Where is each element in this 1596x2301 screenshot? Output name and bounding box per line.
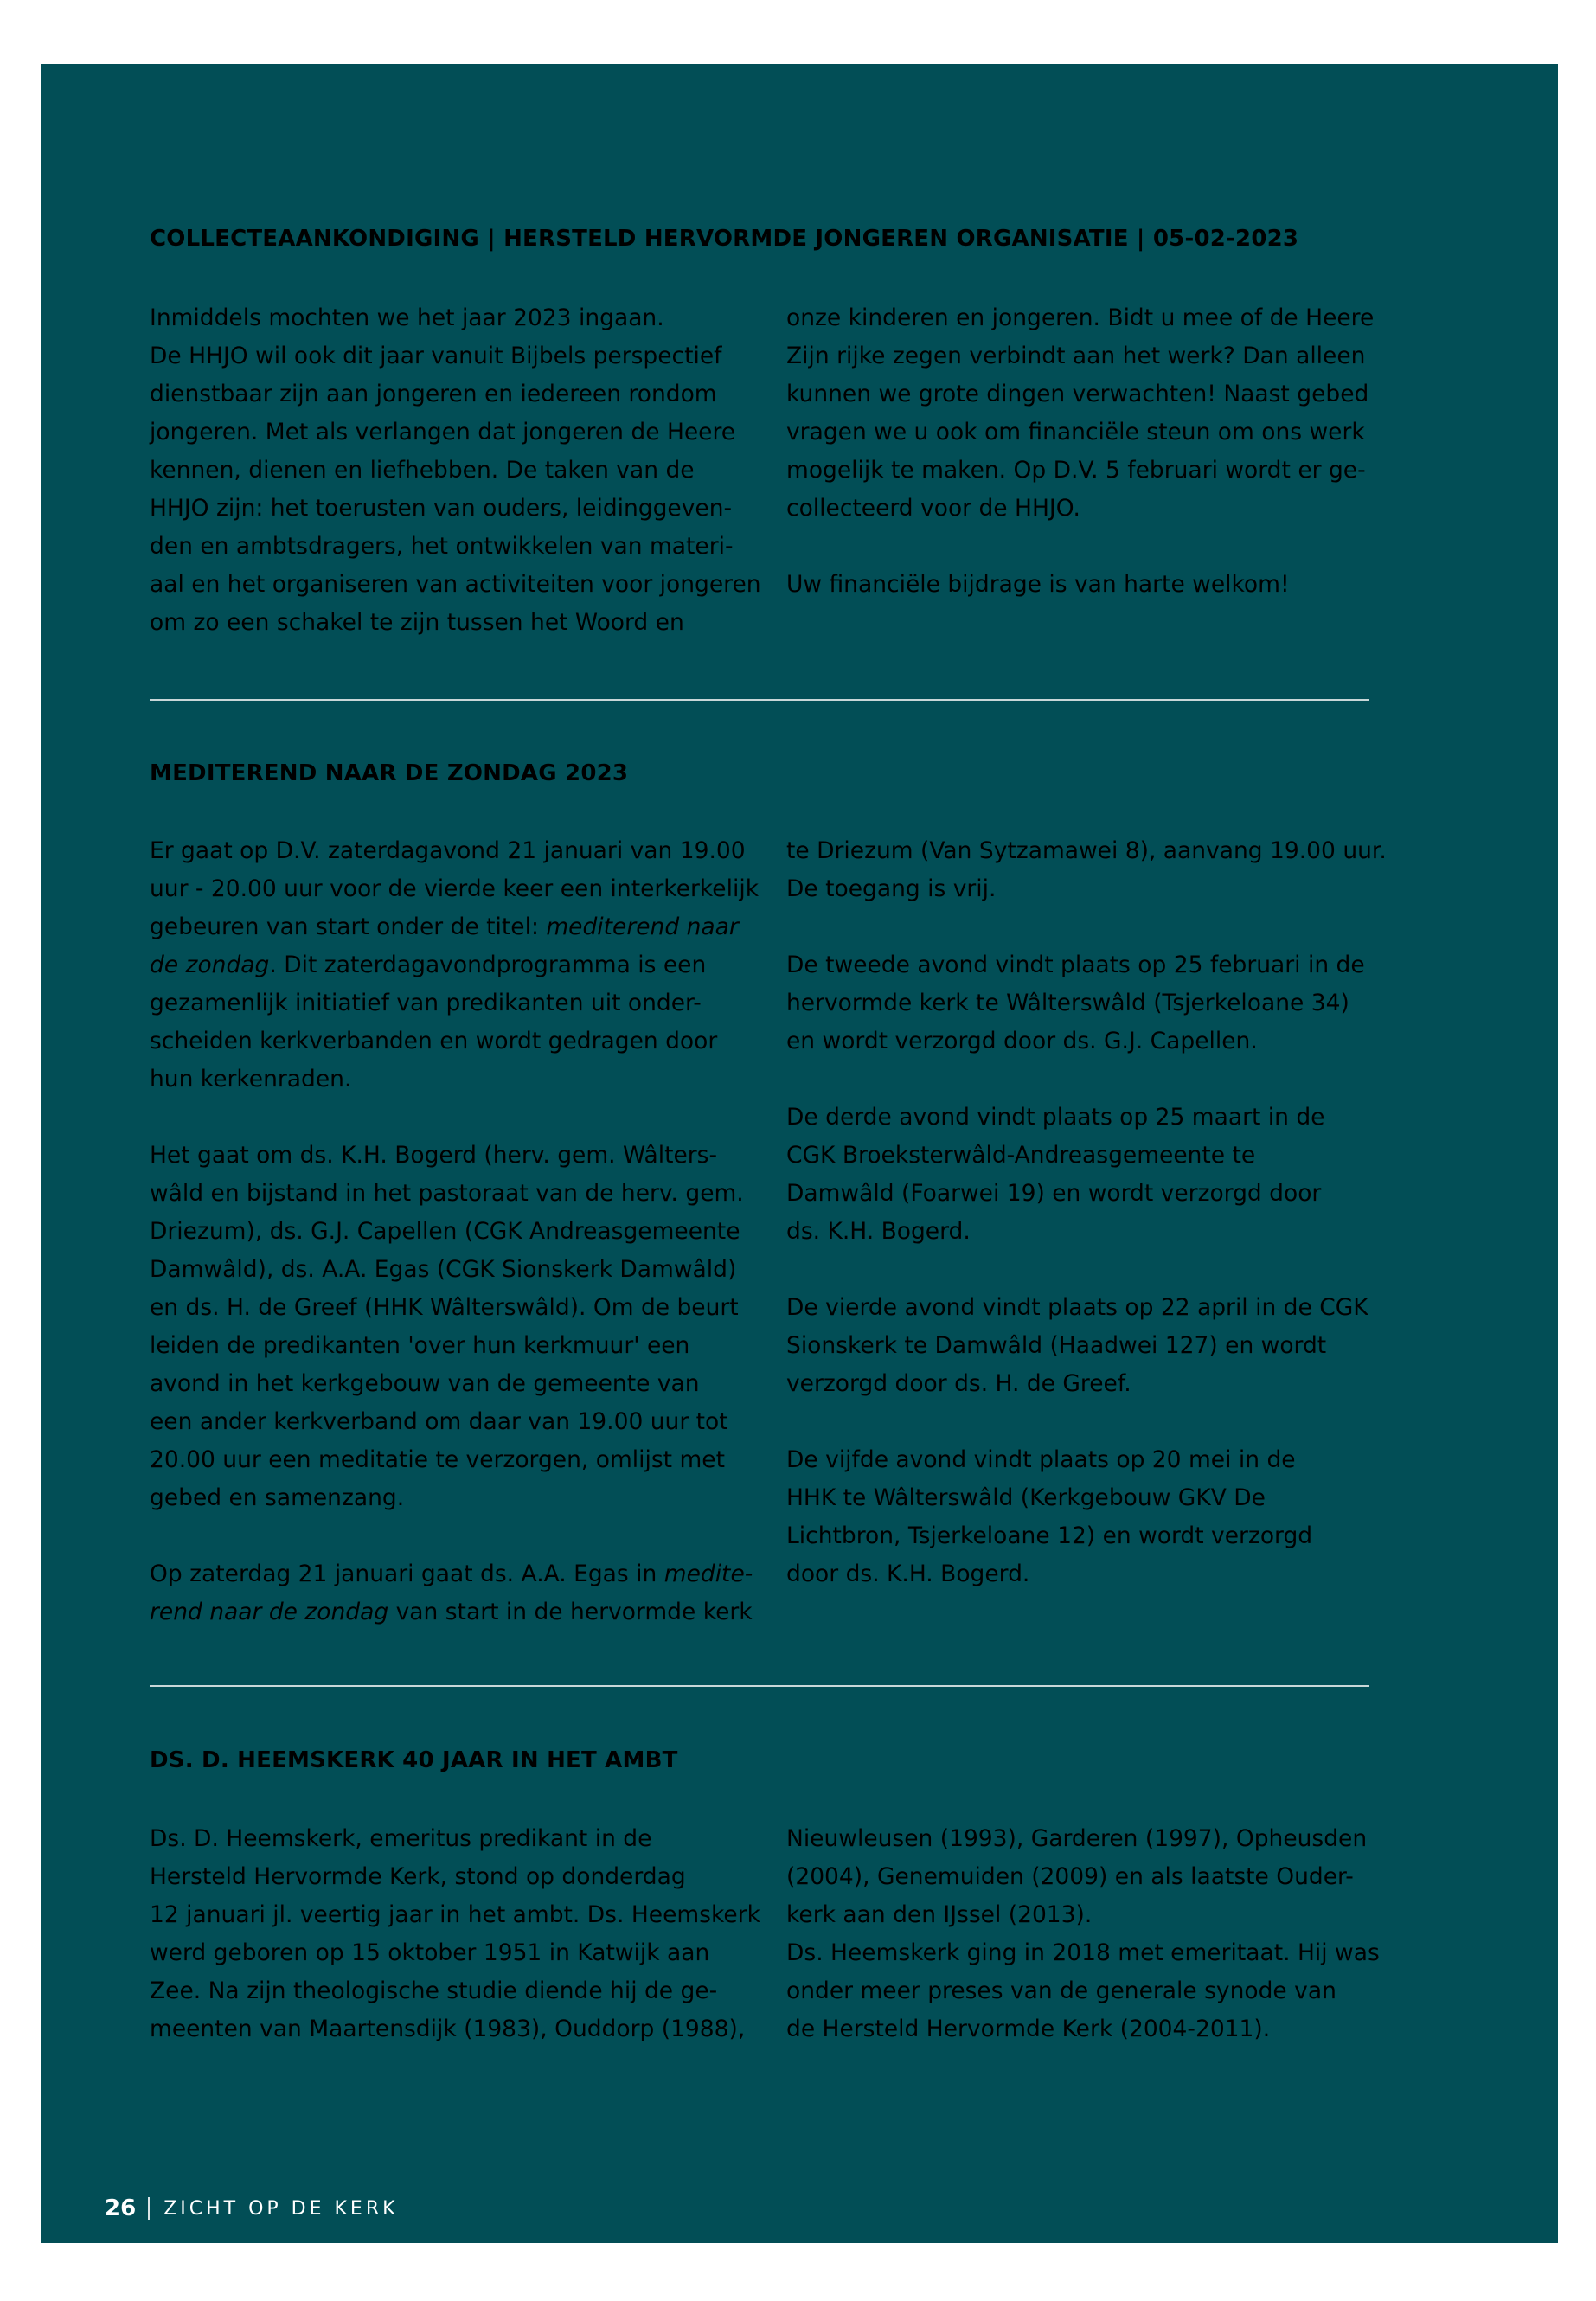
section-divider: [150, 699, 1369, 701]
section-heading: COLLECTEAANKONDIGING | HERSTELD HERVORMDE JONGEREN ORGANISATIE | 05-02-2023: [150, 226, 1299, 252]
section-mediterend: [150, 759, 1369, 788]
paragraph-line: HHJO zijn: het toerusten van ouders, leidinggeven-: [150, 495, 733, 522]
paragraph-line: (2004), Genemuiden (2009) en als laatste Ouder-: [786, 1863, 1354, 1890]
paragraph-line: Er gaat op D.V. zaterdagavond 21 januari van 19.00: [150, 837, 746, 864]
paragraph-line: Sionskerk te Damwâld (Haadwei 127) en wordt: [786, 1332, 1327, 1359]
paragraph-line: De HHJO wil ook dit jaar vanuit Bijbels perspectief: [150, 343, 722, 369]
paragraph-gap: [786, 908, 1392, 946]
paragraph-line: gebeuren van start onder de titel: mediterend naar: [150, 913, 739, 940]
paragraph-line: de Hersteld Hervormde Kerk (2004-2011).: [786, 2016, 1271, 2042]
paragraph-line: Hersteld Hervormde Kerk, stond op donderdag: [150, 1863, 686, 1890]
paragraph-line: Inmiddels mochten we het jaar 2023 ingaan.: [150, 304, 664, 331]
paragraph-line: en ds. H. de Greef (HHK Wâlterswâld). Om de beurt: [150, 1294, 739, 1321]
magazine-title: ZICHT OP DE KERK: [163, 2197, 399, 2220]
paragraph-line: rend naar de zondag van start in de hervormde kerk: [150, 1599, 753, 1625]
paragraph-line: Zijn rijke zegen verbindt aan het werk? Dan alleen: [786, 343, 1366, 369]
emphasis: medite-: [663, 1561, 753, 1587]
paragraph-line: CGK Broeksterwâld-Andreasgemeente te: [786, 1142, 1256, 1169]
paragraph-line: de zondag. Dit zaterdagavondprogramma is een: [150, 952, 707, 978]
paragraph-line: Op zaterdag 21 januari gaat ds. A.A. Egas in medite-: [150, 1561, 753, 1587]
paragraph-line: aal en het organiseren van activiteiten voor jongeren: [150, 571, 761, 598]
paragraph-line: dienstbaar zijn aan jongeren en iedereen rondom: [150, 381, 717, 407]
paragraph-line: verzorgd door ds. H. de Greef.: [786, 1370, 1131, 1397]
paragraph-line: te Driezum (Van Sytzamawei 8), aanvang 19.00 uur.: [786, 837, 1387, 864]
paragraph-line: Zee. Na zijn theologische studie diende hij de ge-: [150, 1977, 718, 2004]
paragraph-gap: [150, 1517, 755, 1555]
paragraph-line: avond in het kerkgebouw van de gemeente van: [150, 1370, 700, 1397]
paragraph-line: Lichtbron, Tsjerkeloane 12) en wordt verzorgd: [786, 1522, 1313, 1549]
paragraph-line: Ds. Heemskerk ging in 2018 met emeritaat. Hij was: [786, 1939, 1380, 1966]
page-number: 26: [105, 2195, 137, 2221]
paragraph-line: onze kinderen en jongeren. Bidt u mee of de Heere: [786, 304, 1375, 331]
column-right: [786, 299, 1392, 604]
page-footer: [105, 2194, 399, 2223]
column-left: [150, 832, 760, 1631]
column-left: [150, 299, 761, 642]
paragraph-line: De derde avond vindt plaats op 25 maart in de: [786, 1104, 1325, 1131]
paragraph-line: om zo een schakel te zijn tussen het Woord en: [150, 609, 684, 636]
paragraph-line: onder meer preses van de generale synode van: [786, 1977, 1336, 2004]
paragraph-line: door ds. K.H. Bogerd.: [786, 1561, 1030, 1587]
paragraph-line: De vijfde avond vindt plaats op 20 mei in de: [786, 1446, 1296, 1473]
footer-separator: [148, 2197, 150, 2220]
column-right: [786, 832, 1392, 1593]
paragraph-line: De toegang is vrij.: [786, 875, 997, 902]
paragraph-line: leiden de predikanten 'over hun kerkmuur' een: [150, 1332, 690, 1359]
column-left: [150, 1820, 760, 2048]
section-heemskerk: [150, 1746, 1369, 1775]
paragraph-gap: [786, 1061, 1392, 1099]
paragraph-gap: [150, 1099, 755, 1137]
section-heading: DS. D. HEEMSKERK 40 JAAR IN HET AMBT: [150, 1747, 678, 1773]
column-right: [786, 1820, 1392, 2048]
paragraph-line: Damwâld (Foarwei 19) en wordt verzorgd door: [786, 1180, 1322, 1207]
paragraph-line: werd geboren op 15 oktober 1951 in Katwijk aan: [150, 1939, 710, 1966]
section-collecteaankondiging: [150, 224, 1369, 253]
paragraph-line: Damwâld), ds. A.A. Egas (CGK Sionskerk Damwâld): [150, 1256, 737, 1283]
paragraph-line: kunnen we grote dingen verwachten! Naast gebed: [786, 381, 1369, 407]
paragraph-line: jongeren. Met als verlangen dat jongeren de Heere: [150, 419, 736, 445]
paragraph-line: Driezum), ds. G.J. Capellen (CGK Andreasgemeente: [150, 1218, 740, 1245]
paragraph-line: Uw financiële bijdrage is van harte welkom!: [786, 571, 1290, 598]
paragraph-line: Ds. D. Heemskerk, emeritus predikant in de: [150, 1825, 652, 1852]
paragraph-line: en wordt verzorgd door ds. G.J. Capellen.: [786, 1028, 1258, 1054]
paragraph-line: den en ambtsdragers, het ontwikkelen van materi-: [150, 533, 734, 560]
emphasis: mediterend naar: [546, 913, 739, 940]
emphasis: de zondag: [150, 952, 270, 978]
paragraph-line: Nieuwleusen (1993), Garderen (1997), Opheusden: [786, 1825, 1368, 1852]
paragraph-line: HHK te Wâlterswâld (Kerkgebouw GKV De: [786, 1484, 1266, 1511]
paragraph-gap: [786, 1251, 1392, 1289]
paragraph-line: kerk aan den IJssel (2013).: [786, 1901, 1093, 1928]
paragraph-line: uur - 20.00 uur voor de vierde keer een interkerkelijk: [150, 875, 760, 902]
emphasis: rend naar de zondag: [150, 1599, 389, 1625]
paragraph-line: collecteerd voor de HHJO.: [786, 495, 1080, 522]
paragraph-line: vragen we u ook om financiële steun om ons werk: [786, 419, 1365, 445]
paragraph-line: hervormde kerk te Wâlterswâld (Tsjerkeloane 34): [786, 990, 1349, 1016]
paragraph-line: een ander kerkverband om daar van 19.00 uur tot: [150, 1408, 728, 1435]
paragraph-line: De tweede avond vindt plaats op 25 februari in de: [786, 952, 1365, 978]
paragraph-line: Het gaat om ds. K.H. Bogerd (herv. gem. Wâlters-: [150, 1142, 718, 1169]
paragraph-gap: [786, 1403, 1392, 1441]
paragraph-line: 20.00 uur een meditatie te verzorgen, omlijst met: [150, 1446, 725, 1473]
paragraph-line: gebed en samenzang.: [150, 1484, 405, 1511]
paragraph-line: kennen, dienen en liefhebben. De taken van de: [150, 457, 695, 484]
section-heading: MEDITEREND NAAR DE ZONDAG 2023: [150, 760, 629, 786]
paragraph-line: mogelijk te maken. Op D.V. 5 februari wordt er ge-: [786, 457, 1366, 484]
paragraph-line: ds. K.H. Bogerd.: [786, 1218, 971, 1245]
paragraph-line: gezamenlijk initiatief van predikanten uit onder-: [150, 990, 702, 1016]
section-divider: [150, 1685, 1369, 1687]
paragraph-gap: [786, 528, 1392, 566]
paragraph-line: scheiden kerkverbanden en wordt gedragen door: [150, 1028, 718, 1054]
paragraph-line: De vierde avond vindt plaats op 22 april in de CGK: [786, 1294, 1368, 1321]
paragraph-line: 12 januari jl. veertig jaar in het ambt. Ds. Heemskerk: [150, 1901, 760, 1928]
paragraph-line: meenten van Maartensdijk (1983), Ouddorp (1988),: [150, 2016, 746, 2042]
paragraph-line: hun kerkenraden.: [150, 1066, 352, 1093]
paragraph-line: wâld en bijstand in het pastoraat van de herv. gem.: [150, 1180, 744, 1207]
